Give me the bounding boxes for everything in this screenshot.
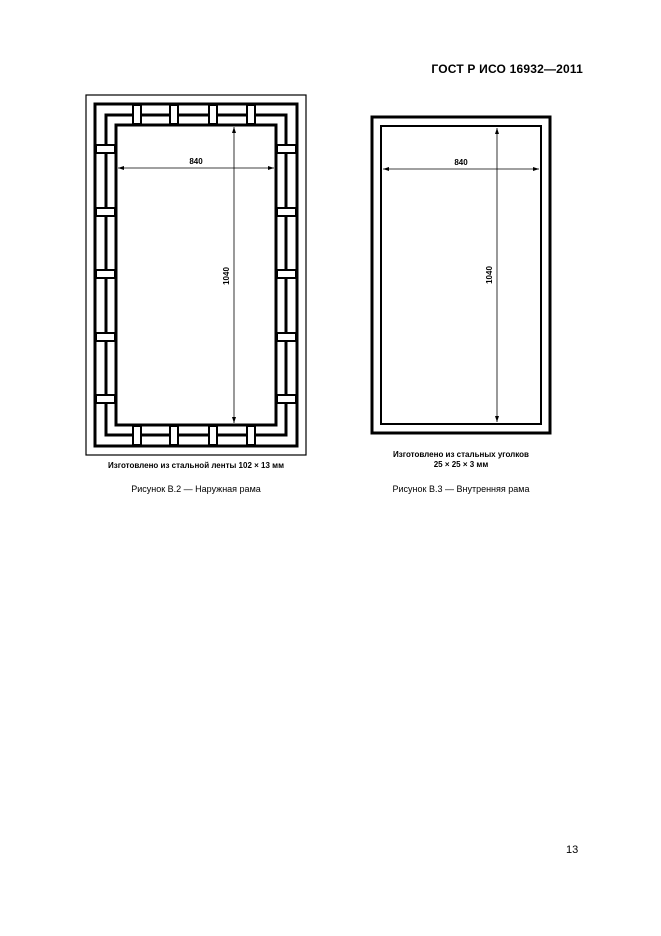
frame-clip [277, 145, 296, 153]
inner-frame-drawing [370, 115, 552, 435]
frame-clip [277, 270, 296, 278]
page-number: 13 [566, 844, 579, 856]
frame-clip [96, 333, 115, 341]
frame-clip [209, 426, 217, 445]
outer-border-line [86, 95, 306, 455]
arrow-right [533, 167, 539, 171]
height-dimension-label: 1040 [222, 267, 231, 285]
figure-b3-inner-frame [370, 115, 552, 435]
material-note-line1: Изготовлено из стальных уголков [393, 450, 529, 459]
width-dimension-label: 840 [189, 157, 203, 166]
figure-b2-material-note: Изготовлено из стальной ленты 102 × 13 мм [108, 461, 284, 470]
material-note-line2: 25 × 25 × 3 мм [433, 460, 489, 469]
frame-clip [96, 208, 115, 216]
frame-clip [247, 105, 255, 124]
arrow-right [268, 166, 274, 170]
figure-b2-caption: Рисунок B.2 — Наружная рама [131, 484, 261, 494]
frame-clip [277, 333, 296, 341]
arrow-top [495, 128, 499, 134]
band-outer-edge [95, 104, 297, 446]
figure-b3-material-note [360, 450, 562, 470]
frame-clip [133, 105, 141, 124]
frame-inner-edge [381, 126, 541, 424]
arrow-left [118, 166, 124, 170]
frame-clip [133, 426, 141, 445]
outer-frame-drawing [85, 94, 307, 456]
figure-b2-outer-frame [85, 94, 307, 456]
frame-clip [209, 105, 217, 124]
height-dimension-label: 1040 [485, 266, 494, 284]
frame-clip [96, 145, 115, 153]
arrow-left [383, 167, 389, 171]
frame-clip [247, 426, 255, 445]
width-dimension-label: 840 [454, 158, 468, 167]
band-inner-edge [116, 125, 276, 425]
frame-clip [170, 426, 178, 445]
frame-clip [96, 395, 115, 403]
frame-clip [96, 270, 115, 278]
document-header: ГОСТ Р ИСО 16932—2011 [431, 62, 583, 76]
frame-clips [96, 105, 296, 445]
frame-clip [277, 395, 296, 403]
arrow-top [232, 127, 236, 133]
figure-b3-caption: Рисунок B.3 — Внутренняя рама [392, 484, 530, 494]
arrow-bottom [232, 417, 236, 423]
arrow-bottom [495, 416, 499, 422]
frame-clip [277, 208, 296, 216]
frame-clip [170, 105, 178, 124]
